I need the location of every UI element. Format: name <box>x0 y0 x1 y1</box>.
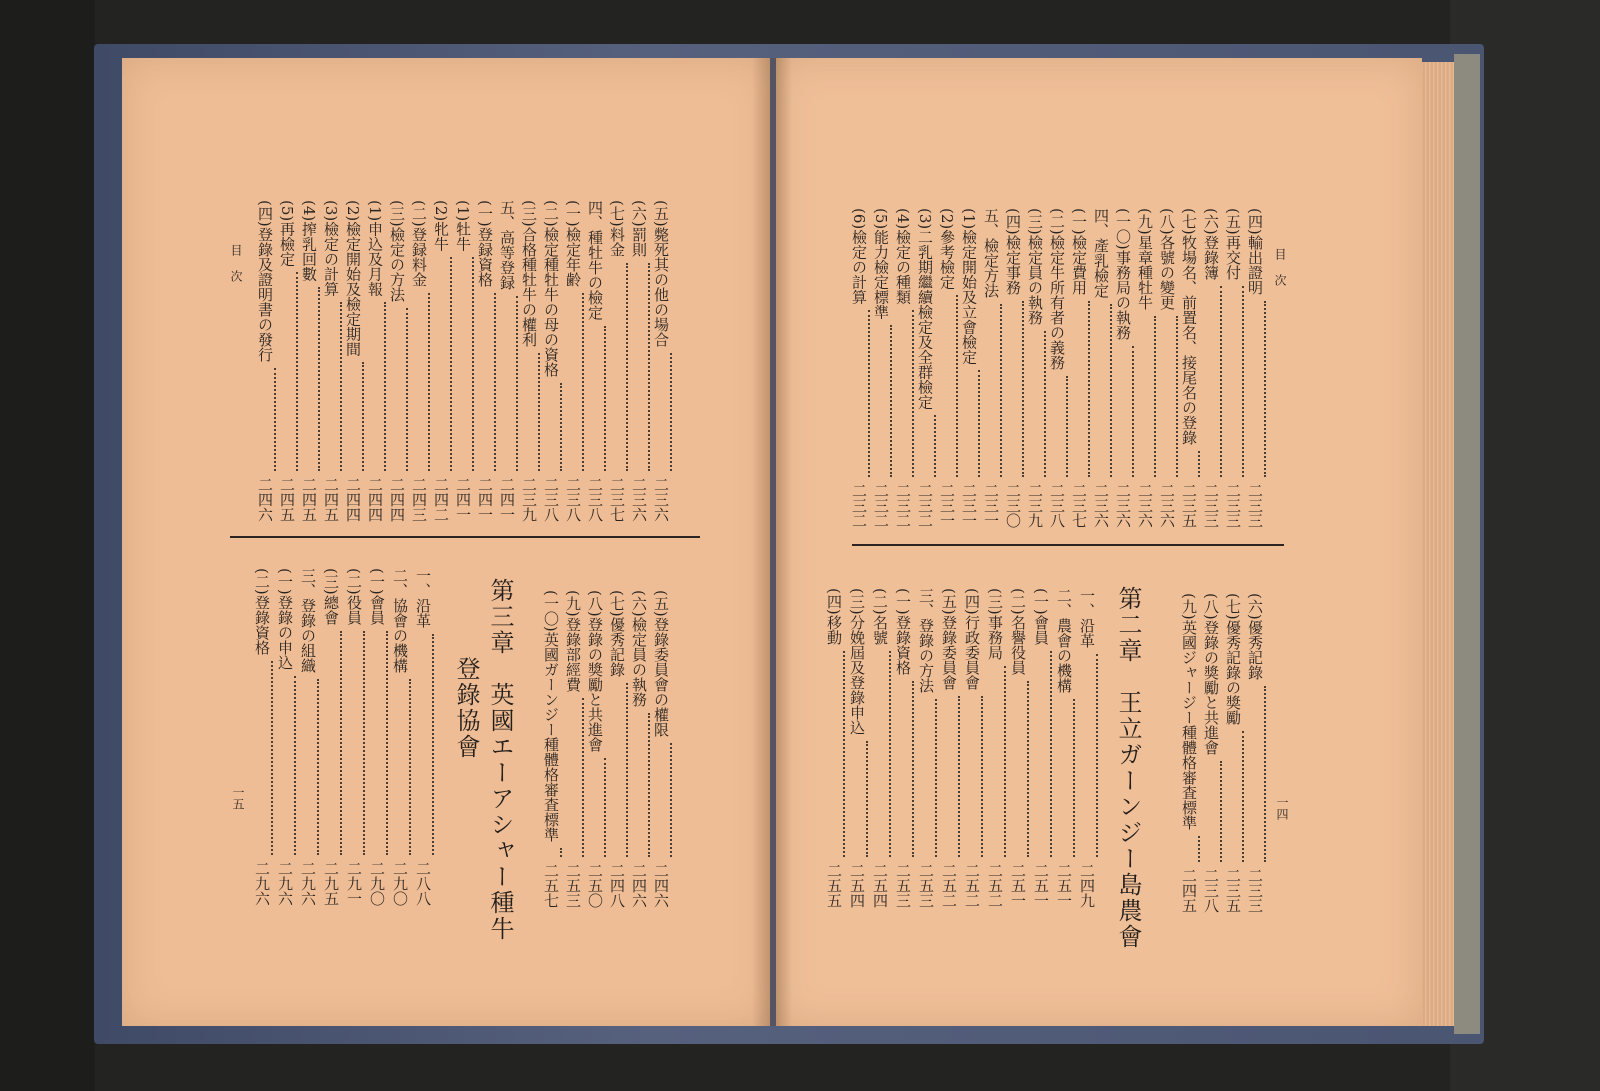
toc-entry <box>870 208 892 528</box>
toc-entry-page: 二八八 <box>414 861 432 906</box>
toc-entry <box>540 590 562 908</box>
toc-entry <box>1007 588 1029 908</box>
dot-leader <box>384 302 386 471</box>
toc-entry-title: (1)檢定開始及立會檢定 <box>960 208 978 365</box>
toc-entry-title: 二、協會の機構 <box>391 568 409 673</box>
toc-entry <box>430 200 452 522</box>
toc-entry-page: 二三九 <box>1026 483 1044 528</box>
toc-entry-page: 二四一 <box>498 477 516 522</box>
toc-entry <box>540 200 562 522</box>
dot-leader <box>1044 331 1046 477</box>
toc-entry <box>1046 208 1068 528</box>
toc-entry-title: (四)行政委員會 <box>963 588 981 690</box>
dot-leader <box>626 683 628 857</box>
toc-entry-title: (三)合格種牡牛の權利 <box>520 200 538 347</box>
toc-entry-title: (三)事務局 <box>986 588 1004 660</box>
toc-entry <box>584 590 606 908</box>
toc-entry-title: (3)二乳期繼續檢定及全群檢定 <box>916 208 934 410</box>
dot-leader <box>935 699 937 857</box>
toc-entry-page: 二三一 <box>960 483 978 528</box>
toc-entry <box>364 200 386 522</box>
dot-leader <box>340 302 342 471</box>
toc-entry-title: (五)再交付 <box>1224 208 1242 280</box>
toc-entry-title: (二)役員 <box>345 568 363 625</box>
toc-entry <box>276 200 298 522</box>
toc-entry-title: (2)檢定開始及檢定期間 <box>344 200 362 357</box>
dot-leader <box>868 310 870 477</box>
toc-entry <box>1024 208 1046 528</box>
toc-entry-page: 二五二 <box>986 863 1004 908</box>
toc-entry-page: 二三八 <box>586 477 604 522</box>
cover-board-edge <box>1454 54 1480 1034</box>
dot-leader <box>432 634 434 855</box>
toc-entry-page: 二三六 <box>1136 483 1154 528</box>
toc-entry-page: 二三三 <box>1246 483 1264 528</box>
toc-entry <box>496 200 518 522</box>
toc-entry-page: 二三二 <box>894 483 912 528</box>
toc-entry <box>297 568 319 906</box>
toc-entry <box>343 568 365 906</box>
left-divider-rule <box>230 536 700 538</box>
dot-leader <box>648 263 650 471</box>
toc-entry <box>584 200 606 522</box>
toc-entry-page: 二三八 <box>542 477 560 522</box>
toc-entry-title: (九)星章種牡牛 <box>1136 208 1154 310</box>
dot-leader <box>274 368 276 471</box>
right-running-head: 目次 <box>1273 248 1287 300</box>
toc-entry-title: (九)英國ジャージー種體格審査標準 <box>1180 593 1198 830</box>
toc-entry-page: 二五四 <box>848 863 866 908</box>
dot-leader <box>1220 761 1222 862</box>
toc-entry <box>980 208 1002 528</box>
toc-entry-page: 二四八 <box>608 863 626 908</box>
left-running-head: 目次 <box>229 244 243 296</box>
toc-entry <box>606 200 628 522</box>
toc-entry-page: 二五〇 <box>586 863 604 908</box>
toc-entry-page: 二九六 <box>276 861 294 906</box>
toc-entry <box>1053 588 1075 908</box>
toc-entry-title: (四)登錄及證明書の發行 <box>256 200 274 362</box>
toc-entry <box>1222 593 1244 913</box>
dot-leader <box>1264 686 1266 862</box>
dot-leader <box>934 415 936 477</box>
toc-entry-title: (一)登錄資格 <box>894 588 912 675</box>
dot-leader <box>494 293 496 471</box>
dot-leader <box>582 698 584 857</box>
toc-entry-page: 二四四 <box>344 477 362 522</box>
toc-entry <box>251 568 273 906</box>
toc-entry-title: (二)登錄資格 <box>253 568 271 655</box>
toc-entry-page: 二四五 <box>300 477 318 522</box>
toc-entry-page: 二四五 <box>322 477 340 522</box>
book-gutter <box>752 58 792 1026</box>
toc-entry <box>1178 593 1200 913</box>
toc-entry-page: 二三〇 <box>1004 483 1022 528</box>
toc-entry <box>606 590 628 908</box>
dot-leader <box>294 676 296 855</box>
toc-entry-page: 二九〇 <box>391 861 409 906</box>
toc-entry <box>892 588 914 908</box>
dot-leader <box>1176 316 1178 477</box>
toc-entry-title: (九)登錄部經費 <box>564 590 582 692</box>
dot-leader <box>1004 666 1006 857</box>
dot-leader <box>296 272 298 471</box>
toc-entry <box>823 588 845 908</box>
toc-entry <box>1222 208 1244 528</box>
toc-entry-page: 二三三 <box>1202 483 1220 528</box>
dot-leader <box>1132 346 1134 477</box>
dot-leader <box>889 651 891 857</box>
dot-leader <box>912 310 914 477</box>
dot-leader <box>890 325 892 477</box>
right-page <box>776 58 1422 1026</box>
toc-entry-title: (二)檢定牛所有者の義務 <box>1048 208 1066 370</box>
toc-entry-title: (4)檢定の種類 <box>894 208 912 305</box>
toc-entry <box>846 588 868 908</box>
left-page-number: 一五 <box>231 786 245 810</box>
toc-entry <box>342 200 364 522</box>
toc-entry-page: 二三八 <box>564 477 582 522</box>
toc-entry-title: (二)檢定種牡牛の母の資格 <box>542 200 560 377</box>
toc-entry <box>1076 588 1098 908</box>
toc-entry <box>1030 588 1052 908</box>
toc-entry <box>1002 208 1024 528</box>
left-chapter-subtitle: 登錄協會 <box>452 656 480 760</box>
toc-entry <box>650 200 672 522</box>
toc-entry-title: (二)名號 <box>871 588 889 645</box>
toc-entry-page: 二四四 <box>366 477 384 522</box>
toc-entry-page: 二三六 <box>652 477 670 522</box>
toc-entry-title: 三、登錄の組織 <box>299 568 317 673</box>
toc-entry-title: (4)搾乳回數 <box>300 200 318 282</box>
toc-entry-title: (一〇)事務局の執務 <box>1114 208 1132 340</box>
toc-entry <box>938 588 960 908</box>
toc-entry-page: 二三一 <box>982 483 1000 528</box>
toc-entry <box>274 568 296 906</box>
toc-entry <box>1200 593 1222 913</box>
toc-entry <box>650 590 672 908</box>
toc-entry-page: 二五三 <box>894 863 912 908</box>
toc-entry <box>366 568 388 906</box>
toc-entry-page: 二五三 <box>917 863 935 908</box>
toc-entry-title: (五)斃死其の他の場合 <box>652 200 670 347</box>
toc-entry-page: 二四六 <box>652 863 670 908</box>
toc-entry-page: 二三八 <box>1202 868 1220 913</box>
dot-leader <box>582 293 584 471</box>
toc-entry-page: 二三六 <box>1114 483 1132 528</box>
toc-entry <box>914 208 936 528</box>
dot-leader <box>538 353 540 471</box>
dot-leader <box>604 758 606 857</box>
toc-entry-page: 二四五 <box>278 477 296 522</box>
dot-leader <box>1220 286 1222 477</box>
toc-entry-page: 二三五 <box>1180 483 1198 528</box>
toc-entry-title: 四、種牡牛の檢定 <box>586 200 604 320</box>
toc-entry-page: 二五七 <box>542 863 560 908</box>
toc-entry-page: 二四六 <box>256 477 274 522</box>
toc-entry-page: 二三二 <box>850 483 868 528</box>
toc-entry <box>1244 593 1266 913</box>
toc-entry <box>1134 208 1156 528</box>
toc-entry-title: (三)檢定員の執務 <box>1026 208 1044 325</box>
toc-entry <box>254 200 276 522</box>
toc-entry-title: (一)檢定費用 <box>1070 208 1088 295</box>
toc-entry-page: 二三六 <box>630 477 648 522</box>
dot-leader <box>1242 286 1244 477</box>
toc-entry-page: 二五一 <box>1009 863 1027 908</box>
dot-leader <box>1073 699 1075 857</box>
toc-entry <box>628 200 650 522</box>
dot-leader <box>670 743 672 857</box>
toc-entry <box>1178 208 1200 528</box>
toc-entry-page: 二九〇 <box>368 861 386 906</box>
toc-entry-page: 二四四 <box>388 477 406 522</box>
toc-entry-page: 二五二 <box>940 863 958 908</box>
dot-leader <box>626 263 628 471</box>
toc-entry <box>848 208 870 528</box>
background-left <box>0 0 95 1091</box>
toc-entry <box>412 568 434 906</box>
toc-entry <box>961 588 983 908</box>
dot-leader <box>406 308 408 471</box>
dot-leader <box>1198 836 1200 862</box>
toc-entry-title: (四)輸出證明 <box>1246 208 1264 295</box>
toc-entry-title: (1)牡牛 <box>454 200 472 252</box>
toc-entry-title: (七)優秀記錄の獎勵 <box>1224 593 1242 725</box>
toc-entry <box>298 200 320 522</box>
dot-leader <box>363 631 365 855</box>
toc-entry-title: (八)各號の變更 <box>1158 208 1176 310</box>
toc-entry-title: (四)檢定事務 <box>1004 208 1022 295</box>
toc-entry-title: (5)能力檢定標準 <box>872 208 890 320</box>
dot-leader <box>340 631 342 855</box>
toc-entry-page: 二四一 <box>476 477 494 522</box>
right-page-number: 一四 <box>1275 796 1289 820</box>
toc-entry <box>386 200 408 522</box>
toc-entry-title: (三)檢定の方法 <box>388 200 406 302</box>
toc-entry-title: (6)檢定の計算 <box>850 208 868 305</box>
dot-leader <box>1027 681 1029 857</box>
dot-leader <box>912 681 914 857</box>
toc-entry-title: 五、高等登録 <box>498 200 516 290</box>
toc-entry-page: 二四三 <box>410 477 428 522</box>
toc-entry-title: (一〇)英國ガーンジー種體格審査標準 <box>542 590 560 842</box>
dot-leader <box>1198 451 1200 477</box>
toc-entry-page: 二四五 <box>1180 868 1198 913</box>
dot-leader <box>317 679 319 855</box>
toc-entry-page: 二四二 <box>432 477 450 522</box>
toc-entry-page: 二三二 <box>872 483 890 528</box>
toc-entry-page: 二五三 <box>564 863 582 908</box>
left-page <box>122 58 770 1026</box>
toc-entry-page: 二三八 <box>1048 483 1066 528</box>
toc-entry-page: 二三三 <box>1246 868 1264 913</box>
toc-entry-title: 二、農會の機構 <box>1055 588 1073 693</box>
toc-entry-title: (一)檢定年齢 <box>564 200 582 287</box>
toc-entry-page: 二三五 <box>1224 868 1242 913</box>
toc-entry <box>518 200 540 522</box>
toc-entry-page: 二五四 <box>871 863 889 908</box>
dot-leader <box>956 295 958 477</box>
toc-entry <box>915 588 937 908</box>
toc-entry <box>958 208 980 528</box>
toc-entry-title: (八)登錄の獎勵と共進會 <box>586 590 604 752</box>
toc-entry-page: 二三二 <box>916 483 934 528</box>
toc-entry-title: 四、產乳檢定 <box>1092 208 1110 298</box>
toc-entry-title: (二)登録料金 <box>410 200 428 287</box>
toc-entry-title: (一)登錄の申込 <box>276 568 294 670</box>
toc-entry <box>1068 208 1090 528</box>
toc-entry <box>320 200 342 522</box>
dot-leader <box>958 696 960 857</box>
toc-entry-page: 二三七 <box>1070 483 1088 528</box>
dot-leader <box>1088 301 1090 477</box>
toc-entry <box>984 588 1006 908</box>
toc-entry-page: 二五一 <box>1032 863 1050 908</box>
dot-leader <box>428 293 430 471</box>
dot-leader <box>1022 301 1024 477</box>
toc-entry-title: (一)登録資格 <box>476 200 494 287</box>
toc-entry-page: 二三六 <box>1158 483 1176 528</box>
toc-entry-page: 二五五 <box>825 863 843 908</box>
toc-entry <box>628 590 650 908</box>
dot-leader <box>1110 304 1112 477</box>
toc-entry-title: (六)優秀記錄 <box>1246 593 1264 680</box>
toc-entry-title: (七)優秀記錄 <box>608 590 626 677</box>
dot-leader <box>560 383 562 471</box>
dot-leader <box>450 257 452 471</box>
dot-leader <box>604 326 606 471</box>
toc-entry-title: (七)料金 <box>608 200 626 257</box>
toc-entry-page: 二九六 <box>253 861 271 906</box>
toc-entry-page: 二五一 <box>1055 863 1073 908</box>
toc-entry <box>892 208 914 528</box>
toc-entry-page: 二三六 <box>1092 483 1110 528</box>
dot-leader <box>318 287 320 471</box>
toc-entry-title: (三)分娩屆及登錄申込 <box>848 588 866 735</box>
toc-entry-page: 二九六 <box>299 861 317 906</box>
dot-leader <box>362 362 364 471</box>
dot-leader <box>409 679 411 855</box>
toc-entry-title: (五)登錄委員會の權限 <box>652 590 670 737</box>
dot-leader <box>981 696 983 857</box>
toc-entry <box>1244 208 1266 528</box>
dot-leader <box>1154 316 1156 477</box>
toc-entry <box>1112 208 1134 528</box>
dot-leader <box>648 713 650 857</box>
toc-entry-title: 三、登錄の方法 <box>917 588 935 693</box>
toc-entry-page: 二三三 <box>1224 483 1242 528</box>
dot-leader <box>978 370 980 477</box>
toc-entry-title: (六)檢定員の執務 <box>630 590 648 707</box>
right-chapter-title: 第二章 王立ガーンジー島農會 <box>1114 586 1142 950</box>
toc-entry <box>389 568 411 906</box>
toc-entry <box>562 590 584 908</box>
toc-entry-title: (1)申込及月報 <box>366 200 384 297</box>
right-divider-rule <box>852 544 1284 546</box>
dot-leader <box>1242 731 1244 862</box>
toc-entry-title: 一、沿革 <box>1078 588 1096 648</box>
toc-entry-title: (三)總會 <box>322 568 340 625</box>
dot-leader <box>1066 376 1068 477</box>
toc-entry-title: (四)移動 <box>825 588 843 645</box>
page-edges <box>1418 62 1454 1026</box>
toc-entry <box>408 200 430 522</box>
toc-entry-title: (六)罰則 <box>630 200 648 257</box>
toc-entry-page: 二四一 <box>454 477 472 522</box>
dot-leader <box>1096 654 1098 857</box>
toc-entry-title: (七)牧場名、前置名、接尾名の登錄 <box>1180 208 1198 445</box>
toc-entry-title: (五)登錄委員會 <box>940 588 958 690</box>
toc-entry-title: (3)檢定の計算 <box>322 200 340 297</box>
toc-entry <box>1200 208 1222 528</box>
toc-entry-page: 二三一 <box>938 483 956 528</box>
toc-entry-title: (2)牝牛 <box>432 200 450 252</box>
toc-entry-page: 二五二 <box>963 863 981 908</box>
toc-entry <box>1090 208 1112 528</box>
toc-entry <box>474 200 496 522</box>
toc-entry-title: 五、檢定方法 <box>982 208 1000 298</box>
dot-leader <box>1000 304 1002 477</box>
toc-entry-title: (5)再檢定 <box>278 200 296 267</box>
dot-leader <box>670 353 672 471</box>
toc-entry-title: (八)登錄の獎勵と共進會 <box>1202 593 1220 755</box>
dot-leader <box>516 296 518 471</box>
dot-leader <box>866 741 868 857</box>
dot-leader <box>843 651 845 857</box>
toc-entry-title: (一)會員 <box>368 568 386 625</box>
toc-entry-page: 二四九 <box>1078 863 1096 908</box>
toc-entry <box>452 200 474 522</box>
toc-entry-page: 二九一 <box>345 861 363 906</box>
toc-entry-page: 二四六 <box>630 863 648 908</box>
toc-entry <box>320 568 342 906</box>
left-chapter-title: 第三章 英國エーアシャー種牛 <box>486 578 514 942</box>
toc-entry <box>1156 208 1178 528</box>
toc-entry-page: 二九五 <box>322 861 340 906</box>
toc-entry-title: (六)登錄簿 <box>1202 208 1220 280</box>
dot-leader <box>386 631 388 855</box>
toc-entry-title: (2)參考檢定 <box>938 208 956 290</box>
toc-entry <box>869 588 891 908</box>
dot-leader <box>1050 651 1052 857</box>
toc-entry <box>562 200 584 522</box>
dot-leader <box>472 257 474 471</box>
toc-entry-title: (一)會員 <box>1032 588 1050 645</box>
dot-leader <box>560 848 562 857</box>
dot-leader <box>1264 301 1266 477</box>
toc-entry-page: 二三九 <box>520 477 538 522</box>
toc-entry-title: (二)名譽役員 <box>1009 588 1027 675</box>
toc-entry-title: 一、沿革 <box>414 568 432 628</box>
toc-entry-page: 二三七 <box>608 477 626 522</box>
dot-leader <box>271 661 273 855</box>
toc-entry <box>936 208 958 528</box>
